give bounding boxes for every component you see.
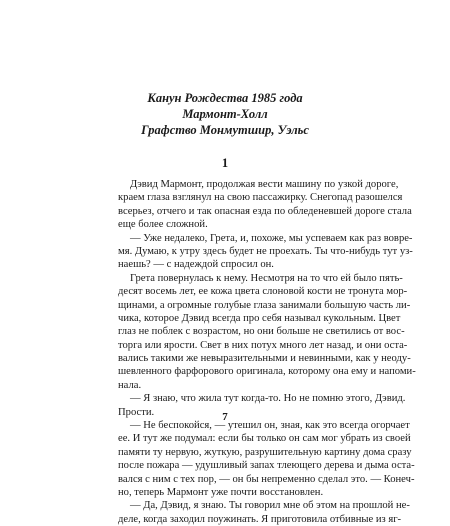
text-line: ее. И тут же подумал: если бы только он сам мог убрать из своей <box>118 433 411 445</box>
text-line: краем глаза взглянул на свою пассажирку. Снегопад разошелся <box>118 192 403 204</box>
text-line: щинами, а огромные голубые глаза занимали большую часть ли- <box>118 299 411 311</box>
text-line: деле, когда заходил поужинать. Я приготовила отбивные из яг- <box>118 513 402 525</box>
text-line: всерьез, отчего и так опасная езда по обледеневшей дороге стала <box>118 205 412 217</box>
text-line: вался с ним с тех пор, — он бы непременно сделал это. — Конеч- <box>118 473 415 485</box>
text-line: — Уже недалеко, Грета, и, похоже, мы успеваем как раз вовре- <box>130 232 413 244</box>
text-line: еще более сложной. <box>118 219 208 231</box>
chapter-number: 1 <box>221 156 229 170</box>
text-line: но, теперь Мармонт уже почти восстановлен. <box>118 486 324 498</box>
header-region: Графство Монмутшир, Уэльс <box>141 123 309 137</box>
text-line: памяти ту нервую, жуткую, разрушительную картину дома сразу <box>118 446 412 458</box>
page-number: 7 <box>222 411 228 423</box>
text-line: наешь? — с надеждой спросил он. <box>118 259 274 271</box>
text-line: чика, которое Дэвид всегда про себя называл кукольным. Цвет <box>118 312 401 324</box>
text-line: после пожара — удушливый запах тлеющего дерева и дыма оста- <box>118 460 415 472</box>
text-line: — Да, Дэвид, я знаю. Ты говорил мне об этом на прошлой не- <box>130 500 410 512</box>
body-text <box>118 178 416 526</box>
text-line: мя. Думаю, к утру здесь будет не проехать. Ты что-нибудь тут уз- <box>118 245 413 257</box>
text-line: нала. <box>118 379 142 391</box>
text-line: Дэвид Мармонт, продолжая вести машину по узкой дороге, <box>130 179 399 190</box>
text-line: Прости. <box>118 406 155 418</box>
header-place: Мармонт-Холл <box>182 107 268 121</box>
text-line: вались такими же невыразительными и невинными, как у неоду- <box>118 353 411 365</box>
text-line: десят восемь лет, ее кожа цвета слоновой кости не тронута мор- <box>118 286 408 298</box>
text-line: глаз не поблек с возрастом, но они больше не светились от вос- <box>118 326 405 338</box>
text-line: — Не беспокойся, — утешил он, зная, как это всегда огорчает <box>130 420 410 432</box>
text-line: шевленного фарфорового оригинала, которому она ему и напоми- <box>118 366 416 378</box>
text-line: Грета повернулась к нему. Несмотря на то что ей было пять- <box>130 272 403 284</box>
chapter-header <box>0 90 450 138</box>
text-line: торга или ярости. Свет в них потух много лет назад, и они оста- <box>118 339 408 351</box>
header-date: Канун Рождества 1985 года <box>147 91 303 105</box>
text-line: — Я знаю, что жила тут когда-то. Но не помню этого, Дэвид. <box>130 393 406 405</box>
